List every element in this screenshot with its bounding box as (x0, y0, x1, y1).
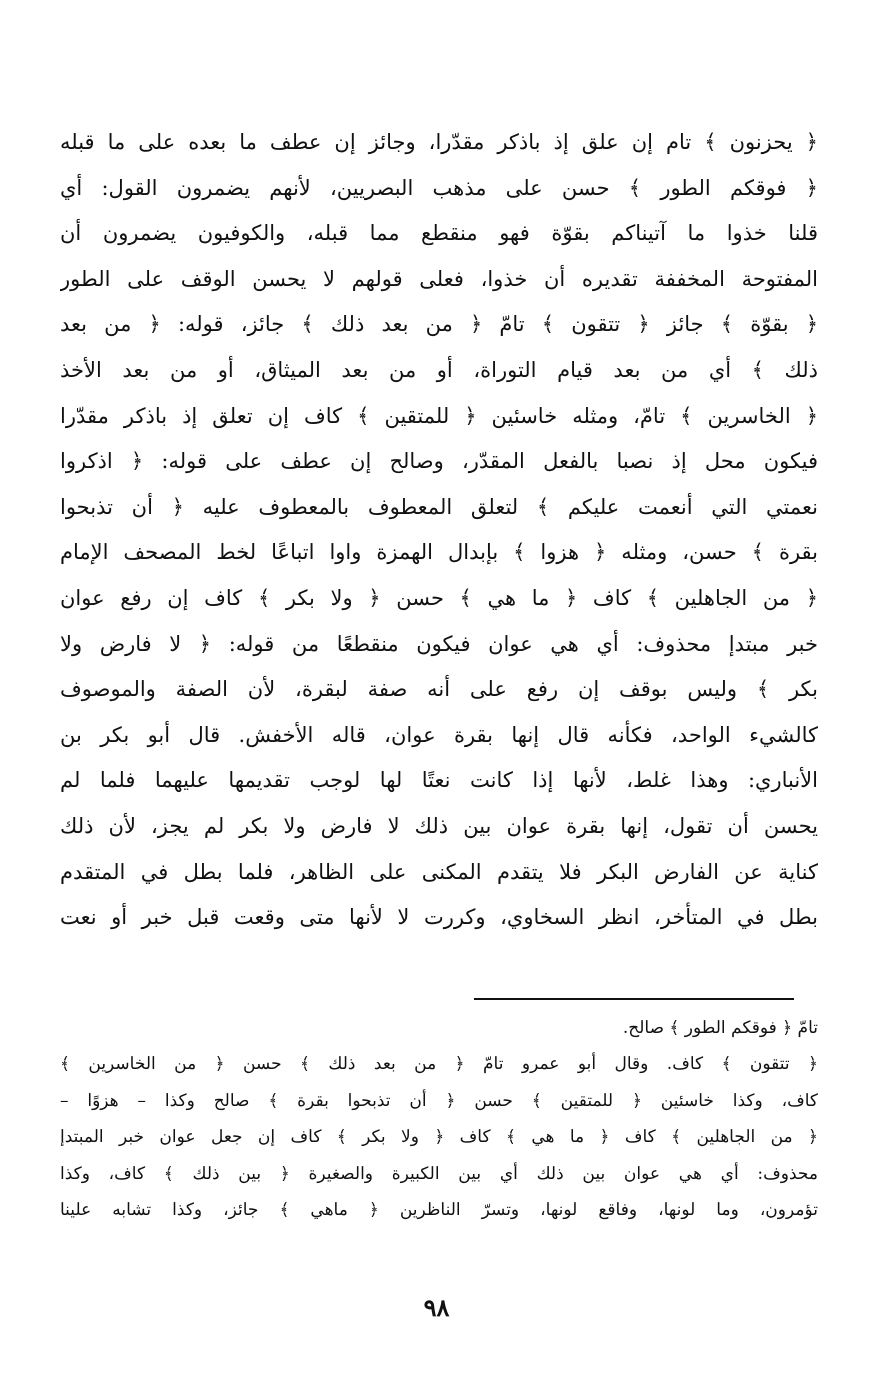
text-line: ﴿ من الجاهلين ﴾ كاف ﴿ ما هي ﴾ حسن ﴿ ولا بكر ﴾ كاف إن رفع عوان (60, 585, 818, 610)
text-line: كالشيء الواحد، فكأنه قال إنها بقرة عوان، قاله الأخفش. قال أبو بكر بن (60, 722, 818, 747)
text-line: بطل في المتأخر، انظر السخاوي، وكررت لا لأنها متى وقعت قبل خبر أو نعت (60, 905, 818, 930)
text-line: كناية عن الفارض البكر فلا يتقدم المكنى على الظاهر، فلما بطل في المتقدم (60, 859, 818, 884)
text-line: نعمتي التي أنعمت عليكم ﴾ لتعلق المعطوف بالمعطوف عليه ﴿ أن تذبحوا (60, 494, 818, 519)
footnote-separator (474, 998, 794, 1000)
text-line: خبر مبتدإ محذوف: أي هي عوان فيكون منقطعًا من قوله: ﴿ لا فارض ولا (60, 631, 818, 656)
text-line: ﴿ بقوّة ﴾ جائز ﴿ تتقون ﴾ تامّ ﴿ من بعد ذلك ﴾ جائز، قوله: ﴿ من بعد (60, 312, 818, 337)
text-line: يحسن أن تقول، إنها بقرة عوان بين ذلك لا فارض ولا بكر لم يجز، لأن ذلك (60, 813, 818, 838)
text-line: فيكون محل إذ نصبا بالفعل المقدّر، وصالح إن عطف على قوله: ﴿ اذكروا (60, 449, 818, 474)
text-line: قلنا خذوا ما آتيناكم بقوّة فهو منقطع مما قبله، والكوفيون يضمرون أن (60, 221, 818, 246)
footnotes-block (60, 1010, 818, 1228)
text-line: المفتوحة المخففة تقديره أن خذوا، فعلى قولهم لا يحسن الوقف على الطور (60, 266, 818, 291)
text-line: بكر ﴾ وليس بوقف إن رفع على أنه صفة لبقرة، لأن الصفة والموصوف (60, 677, 818, 702)
text-line: بقرة ﴾ حسن، ومثله ﴿ هزوا ﴾ بإبدال الهمزة واوا اتباعًا لخط المصحف الإمام (60, 540, 818, 565)
page-number: ٩٨ (423, 1293, 450, 1322)
footnote-line: كاف، وكذا خاسئين ﴿ للمتقين ﴾ حسن ﴿ أن تذبحوا بقرة ﴾ صالح وكذا – هزوًا – (60, 1090, 818, 1111)
footnote-line: تامّ ﴿ فوقكم الطور ﴾ صالح. (622, 1018, 818, 1038)
text-line: ﴿ يحزنون ﴾ تام إن علق إذ باذكر مقدّرا، وجائز إن عطف ما بعده على ما قبله (60, 130, 818, 154)
text-line: ﴿ الخاسرين ﴾ تامّ، ومثله خاسئين ﴿ للمتقين ﴾ كاف إن تعلق إذ باذكر مقدّرا (60, 403, 818, 428)
text-line: ذلك ﴾ أي من بعد قيام التوراة، أو من بعد الميثاق، أو من بعد الأخذ (60, 357, 818, 382)
text-line: ﴿ فوقكم الطور ﴾ حسن على مذهب البصريين، لأنهم يضمرون القول: أي (60, 175, 818, 200)
footnote-line: محذوف: أي هي عوان بين ذلك أي بين الكبيرة والصغيرة ﴿ بين ذلك ﴾ كاف، وكذا (60, 1163, 818, 1184)
footnote-line: تؤمرون، وما لونها، وفاقع لونها، وتسرّ الناظرين ﴿ ماهي ﴾ جائز، وكذا تشابه علينا (60, 1199, 818, 1220)
footnote-line: ﴿ من الجاهلين ﴾ كاف ﴿ ما هي ﴾ كاف ﴿ ولا بكر ﴾ كاف إن جعل عوان خبر المبتدإ (60, 1127, 818, 1148)
text-line: الأنباري: وهذا غلط، لأنها إذا كانت نعتًا لها لوجب تقديمها عليهما فلما لم (60, 768, 818, 793)
footnote-line: ﴿ تتقون ﴾ كاف. وقال أبو عمرو تامّ ﴿ من بعد ذلك ﴾ حسن ﴿ من الخاسرين ﴾ (60, 1054, 818, 1075)
main-text-block (60, 120, 818, 941)
